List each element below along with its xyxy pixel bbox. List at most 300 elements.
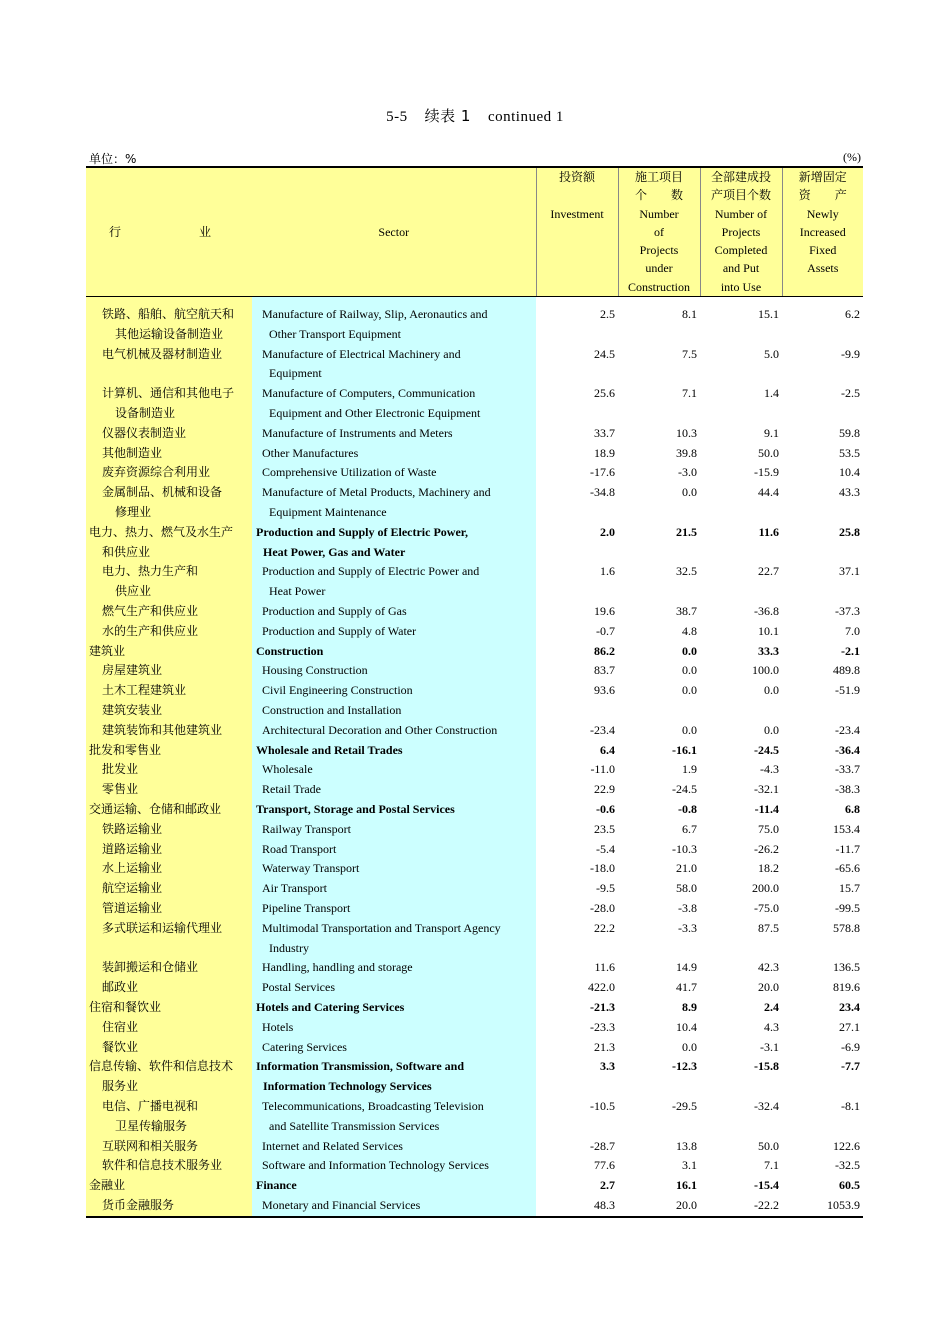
projects-completed-value: 0.0 [764,683,779,698]
investment-value: 21.3 [594,1039,615,1054]
projects-under-construction-value: 3.1 [682,1158,697,1173]
new-fixed-assets-value: -33.7 [835,762,860,777]
investment-value: 1.6 [600,564,615,579]
investment-value: -28.0 [590,900,615,915]
industry-cn-cell [86,384,252,424]
industry-cn-text: 电力、热力、燃气及水生产 [89,524,234,539]
new-fixed-assets-value: -51.9 [835,683,860,698]
sector-en-cell [252,1018,536,1038]
projects-completed-value: 44.4 [758,485,779,500]
industry-cn-cell [86,998,252,1018]
industry-cn-text: 电气机械及器材制造业 [102,346,223,361]
industry-cn-cell [86,721,252,741]
projects-under-construction-value [618,701,700,721]
investment-value: -5.4 [596,841,615,856]
investment-value: -23.4 [590,722,615,737]
projects-completed-value: 5.0 [764,346,779,361]
sector-en-text: Postal Services [262,980,335,995]
industry-cn-text: 货币金融服务 [102,1197,175,1212]
industry-cn-cell [86,444,252,464]
industry-cn-text: 服务业 [102,1079,139,1094]
sector-en-text: Wholesale [262,762,313,777]
projects-under-construction-value: 0.0 [682,485,697,500]
new-fixed-assets-value: 43.3 [839,485,860,500]
projects-completed-value: 7.1 [764,1158,779,1173]
new-fixed-assets-value: 59.8 [839,425,860,440]
header-c3-en: Projects [721,224,761,239]
header-c4-en: Newly [806,206,839,221]
investment-value: 18.9 [594,445,615,460]
projects-under-construction-value: 0.0 [682,683,697,698]
investment-value: -9.5 [596,881,615,896]
sector-en-text: Multimodal Transportation and Transport Agency [262,920,501,935]
new-fixed-assets-value: 23.4 [839,999,860,1014]
table-row [86,1057,863,1097]
sector-en-cell [252,760,536,780]
table-row [86,840,863,860]
projects-completed-value: 1.4 [764,386,779,401]
projects-completed-value: 200.0 [752,881,779,896]
projects-completed-value: 18.2 [758,861,779,876]
header-c3-en: and Put [722,261,760,276]
sector-en-cell [252,958,536,978]
table-row [86,1018,863,1038]
industry-cn-cell [86,701,252,721]
sector-en-cell [252,820,536,840]
sector-en-text: Heat Power, Gas and Water [263,544,406,559]
sector-en-cell [252,622,536,642]
table-title [0,105,950,126]
sector-en-text: Production and Supply of Gas [262,604,407,619]
sector-en-text: Finance [256,1178,297,1193]
projects-under-construction-value: -10.3 [672,841,697,856]
projects-completed-value: 42.3 [758,960,779,975]
projects-completed-value: 50.0 [758,445,779,460]
projects-completed-value: -15.8 [754,1059,779,1074]
industry-cn-text: 住宿和餐饮业 [89,999,162,1014]
investment-value: -21.3 [590,999,615,1014]
sector-en-text: Construction [256,643,324,658]
investment-value: 77.6 [594,1158,615,1173]
industry-cn-text: 金融业 [89,1178,126,1193]
table-row [86,444,863,464]
projects-under-construction-value: -29.5 [672,1098,697,1113]
table-row [86,463,863,483]
header-projects-completed [700,167,782,297]
investment-value: -10.5 [590,1098,615,1113]
sector-en-cell [252,978,536,998]
header-c4-en: Increased [799,224,846,239]
sector-en-text: Internet and Related Services [262,1138,403,1153]
industry-cn-cell [86,958,252,978]
sector-en-cell [252,741,536,761]
industry-cn-text: 铁路、船舶、航空航天和 [102,307,235,322]
sector-en-text: Pipeline Transport [262,900,351,915]
sector-en-cell [252,879,536,899]
industry-cn-text: 电力、热力生产和 [102,564,199,579]
new-fixed-assets-value: 153.4 [833,821,860,836]
industry-cn-text: 设备制造业 [115,406,176,421]
new-fixed-assets-value: 819.6 [833,980,860,995]
investment-value: -34.8 [590,485,615,500]
table-row [86,859,863,879]
industry-cn-cell [86,483,252,523]
projects-under-construction-value: 38.7 [676,604,697,619]
industry-cn-cell [86,622,252,642]
sector-en-cell [252,642,536,662]
projects-completed-value: -32.4 [754,1098,779,1113]
header-c4-cn1: 新增固定 [798,170,847,184]
header-c2-en: Number [639,206,679,221]
sector-en-text: Architectural Decoration and Other Construction [262,722,498,737]
investment-value: 33.7 [594,425,615,440]
industry-cn-text: 废弃资源综合利用业 [102,465,211,480]
industry-cn-text: 其他运输设备制造业 [115,326,224,341]
table-row [86,384,863,424]
new-fixed-assets-value: -6.9 [841,1039,860,1054]
new-fixed-assets-value: -32.5 [835,1158,860,1173]
investment-value: 3.3 [600,1059,615,1074]
industry-cn-text: 金属制品、机械和设备 [102,485,223,500]
table-row [86,523,863,563]
header-sector-en: Sector [252,167,536,297]
spacer-row [86,297,863,306]
unit-label-cn: 单位：% [89,152,137,166]
table-row [86,562,863,602]
new-fixed-assets-value: -8.1 [841,1098,860,1113]
table-row [86,800,863,820]
data-table [86,166,863,1218]
sector-en-cell [252,345,536,385]
industry-cn-cell [86,345,252,385]
industry-cn-text: 电信、广播电视和 [102,1098,199,1113]
new-fixed-assets-value: -2.1 [841,643,860,658]
projects-under-construction-value: 21.5 [676,524,697,539]
industry-cn-text: 批发和零售业 [89,742,162,757]
table-row [86,741,863,761]
projects-completed-value: -24.5 [754,742,779,757]
sector-en-cell [252,384,536,424]
investment-value: 2.7 [600,1178,615,1193]
sector-en-text: Heat Power [269,584,326,599]
new-fixed-assets-value: 6.8 [845,802,860,816]
header-row [86,167,863,297]
projects-completed-value: 0.0 [764,722,779,737]
industry-cn-cell [86,741,252,761]
industry-cn-cell [86,899,252,919]
table-row [86,661,863,681]
table-row [86,622,863,642]
table-row [86,1137,863,1157]
sector-en-cell [252,919,536,959]
projects-under-construction-value: 7.5 [682,346,697,361]
projects-under-construction-value: -3.8 [678,900,697,915]
projects-completed-value: 100.0 [752,663,779,678]
projects-under-construction-value: 39.8 [676,445,697,460]
table-row [86,998,863,1018]
header-c2-en: of [654,224,664,239]
projects-completed-value: 50.0 [758,1138,779,1153]
sector-en-cell [252,463,536,483]
projects-under-construction-value: -16.1 [672,742,697,757]
table-row [86,483,863,523]
industry-cn-text: 建筑安装业 [102,703,163,718]
sector-en-cell [252,681,536,701]
sector-en-text: Equipment [269,366,322,381]
industry-cn-cell [86,800,252,820]
sector-en-text: Manufacture of Computers, Communication [262,386,476,401]
industry-cn-cell [86,859,252,879]
projects-under-construction-value: 32.5 [676,564,697,579]
new-fixed-assets-value: -9.9 [841,346,860,361]
investment-value: 22.9 [594,782,615,797]
projects-under-construction-value: -3.0 [678,465,697,480]
sector-en-text: Production and Supply of Electric Power and [262,564,480,579]
projects-completed-value: -22.2 [700,1196,782,1217]
unit-label-en: (%) [843,150,861,164]
projects-under-construction-value: -12.3 [672,1059,697,1074]
table-row [86,1156,863,1176]
industry-cn-text: 其他制造业 [102,445,163,460]
investment-value: -0.6 [596,802,615,816]
header-c2-en: under [645,261,673,276]
industry-cn-text: 餐饮业 [102,1039,139,1054]
projects-under-construction-value: 14.9 [676,960,697,975]
header-investment-en: Investment [550,206,604,221]
sector-en-text: Civil Engineering Construction [262,683,413,698]
sector-en-text: Production and Supply of Electric Power, [256,524,469,539]
sector-en-cell [252,840,536,860]
table-title-en: continued 1 [487,109,564,125]
new-fixed-assets-value: 136.5 [833,960,860,975]
sector-en-cell [252,444,536,464]
investment-value: 24.5 [594,346,615,361]
industry-cn-cell [86,305,252,345]
new-fixed-assets-value: 489.8 [833,663,860,678]
projects-under-construction-value: 0.0 [682,1039,697,1054]
table-row [86,721,863,741]
investment-value: 422.0 [588,980,615,995]
industry-cn-text: 信息传输、软件和信息技术 [89,1059,234,1074]
projects-under-construction-value: 1.9 [682,762,697,777]
sector-en-cell [252,780,536,800]
sector-en-text: and Satellite Transmission Services [269,1118,440,1133]
industry-cn-text: 互联网和相关服务 [102,1138,199,1153]
sector-en-cell [252,800,536,820]
new-fixed-assets-value: -38.3 [835,782,860,797]
header-c4-en: Fixed [809,243,837,258]
investment-value: 25.6 [594,386,615,401]
sector-en-text: Information Technology Services [263,1079,432,1094]
industry-cn-cell [86,463,252,483]
sector-en-text: Hotels and Catering Services [256,999,405,1014]
industry-cn-text: 住宿业 [102,1019,139,1034]
projects-completed-value: 9.1 [764,425,779,440]
new-fixed-assets-value: 53.5 [839,445,860,460]
projects-under-construction-value: -24.5 [672,782,697,797]
industry-cn-cell [86,1156,252,1176]
projects-under-construction-value: 13.8 [676,1138,697,1153]
industry-cn-text: 建筑装饰和其他建筑业 [102,722,223,737]
sector-en-cell [252,1097,536,1137]
industry-cn-text: 水上运输业 [102,861,163,876]
sector-en-cell [252,1196,536,1217]
industry-cn-text: 道路运输业 [102,841,163,856]
investment-value: 2.5 [600,307,615,322]
header-c3-cn1: 全部建成投 [710,170,771,184]
sector-en-cell [252,1137,536,1157]
projects-completed-value: 75.0 [758,821,779,836]
investment-value: -0.7 [596,623,615,638]
sector-en-cell [252,859,536,879]
table-row [86,681,863,701]
sector-en-cell [252,1176,536,1196]
table-row [86,345,863,385]
projects-completed-value: -36.8 [754,604,779,619]
industry-cn-cell [86,879,252,899]
industry-cn-cell [86,1196,252,1217]
sector-en-text: Retail Trade [262,782,321,797]
sector-en-cell [252,661,536,681]
investment-value: -11.0 [590,762,615,777]
table-row [86,305,863,345]
investment-value: 48.3 [536,1196,618,1217]
investment-value: 19.6 [594,604,615,619]
investment-value: 11.6 [594,960,615,975]
new-fixed-assets-value: 27.1 [839,1019,860,1034]
industry-cn-text: 和供应业 [102,544,151,559]
industry-cn-cell [86,1038,252,1058]
industry-cn-cell [86,978,252,998]
table-body [86,297,863,1217]
table-row [86,899,863,919]
new-fixed-assets-value: -2.5 [841,386,860,401]
projects-completed-value: -15.4 [754,1178,779,1193]
projects-under-construction-value: 10.3 [676,425,697,440]
header-projects-under-construction [618,167,700,297]
sector-en-cell [252,701,536,721]
industry-cn-text: 房屋建筑业 [102,663,163,678]
investment-value: -28.7 [590,1138,615,1153]
industry-cn-cell [86,642,252,662]
projects-under-construction-value: 58.0 [676,881,697,896]
new-fixed-assets-value: -65.6 [835,861,860,876]
sector-en-cell [252,1156,536,1176]
industry-cn-cell [86,760,252,780]
header-investment [536,167,618,297]
table-row [86,1038,863,1058]
projects-under-construction-value: 6.7 [682,821,697,836]
projects-completed-value: -75.0 [754,900,779,915]
investment-value: 86.2 [594,643,615,658]
investment-value: 22.2 [594,920,615,935]
table-row [86,1176,863,1196]
industry-cn-text: 邮政业 [102,980,139,995]
sector-en-cell [252,523,536,563]
projects-under-construction-value: 8.9 [682,999,697,1014]
industry-cn-cell [86,523,252,563]
new-fixed-assets-value: 6.2 [845,307,860,322]
table-row [86,780,863,800]
sector-en-cell [252,998,536,1018]
sector-en-text: Monetary and Financial Services [262,1197,421,1212]
header-c2-en: Construction [628,279,690,294]
header-c2-cn1: 施工项目 [634,170,683,184]
new-fixed-assets-value: -7.7 [841,1059,860,1074]
new-fixed-assets-value: 1053.9 [782,1196,863,1217]
industry-cn-text: 计算机、通信和其他电子 [102,386,235,401]
industry-cn-text: 供应业 [115,584,152,599]
projects-completed-value: 11.6 [758,524,779,539]
table-row [86,701,863,721]
header-c3-en: Number of [714,206,768,221]
sector-en-text: Equipment Maintenance [269,505,387,520]
investment-value: 23.5 [594,821,615,836]
table-row [86,1196,863,1217]
projects-completed-value: 10.1 [758,623,779,638]
projects-completed-value: 22.7 [758,564,779,579]
new-fixed-assets-value: 122.6 [833,1138,860,1153]
investment-value: 2.0 [600,524,615,539]
table-row [86,958,863,978]
projects-under-construction-value: 8.1 [682,307,697,322]
industry-cn-text: 燃气生产和供应业 [102,604,199,619]
industry-cn-text: 土木工程建筑业 [102,683,187,698]
investment-value: 6.4 [600,742,615,757]
header-industry-cn: 行 业 [86,167,252,297]
industry-cn-text: 多式联运和运输代理业 [102,920,223,935]
table-row [86,602,863,622]
new-fixed-assets-value: 60.5 [839,1178,860,1193]
header-c4-en: Assets [807,261,839,276]
sector-en-text: Telecommunications, Broadcasting Television [262,1098,484,1113]
new-fixed-assets-value [782,701,863,721]
industry-cn-text: 航空运输业 [102,881,163,896]
table-row [86,642,863,662]
new-fixed-assets-value: 578.8 [833,920,860,935]
sector-en-cell [252,305,536,345]
projects-under-construction-value: 41.7 [676,980,697,995]
industry-cn-text: 修理业 [115,505,152,520]
projects-under-construction-value: 20.0 [618,1196,700,1217]
industry-cn-cell [86,681,252,701]
sector-en-text: Comprehensive Utilization of Waste [262,465,437,480]
new-fixed-assets-value: -11.7 [835,841,860,856]
industry-cn-text: 零售业 [102,782,139,797]
investment-value: -18.0 [590,861,615,876]
table-row [86,919,863,959]
sector-en-text: Housing Construction [262,663,368,678]
industry-cn-text: 卫星传输服务 [115,1118,188,1133]
industry-cn-cell [86,820,252,840]
industry-cn-text: 仪器仪表制造业 [102,425,187,440]
new-fixed-assets-value: -99.5 [835,900,860,915]
sector-en-cell [252,721,536,741]
sector-en-text: Manufacture of Railway, Slip, Aeronautics and [262,307,488,322]
sector-en-text: Equipment and Other Electronic Equipment [269,406,481,421]
table-row [86,978,863,998]
sector-en-text: Construction and Installation [262,703,402,718]
sector-en-text: Handling, handling and storage [262,960,413,975]
header-c3-cn2: 产项目个数 [710,188,771,203]
table-code: 5-5 [386,109,408,125]
sector-en-text: Other Manufactures [262,445,359,460]
projects-under-construction-value: 4.8 [682,623,697,638]
header-c2-en: Projects [639,243,679,258]
header-c4-cn2: 资 产 [798,188,847,203]
industry-cn-cell [86,1176,252,1196]
sector-en-text: Industry [269,940,309,955]
